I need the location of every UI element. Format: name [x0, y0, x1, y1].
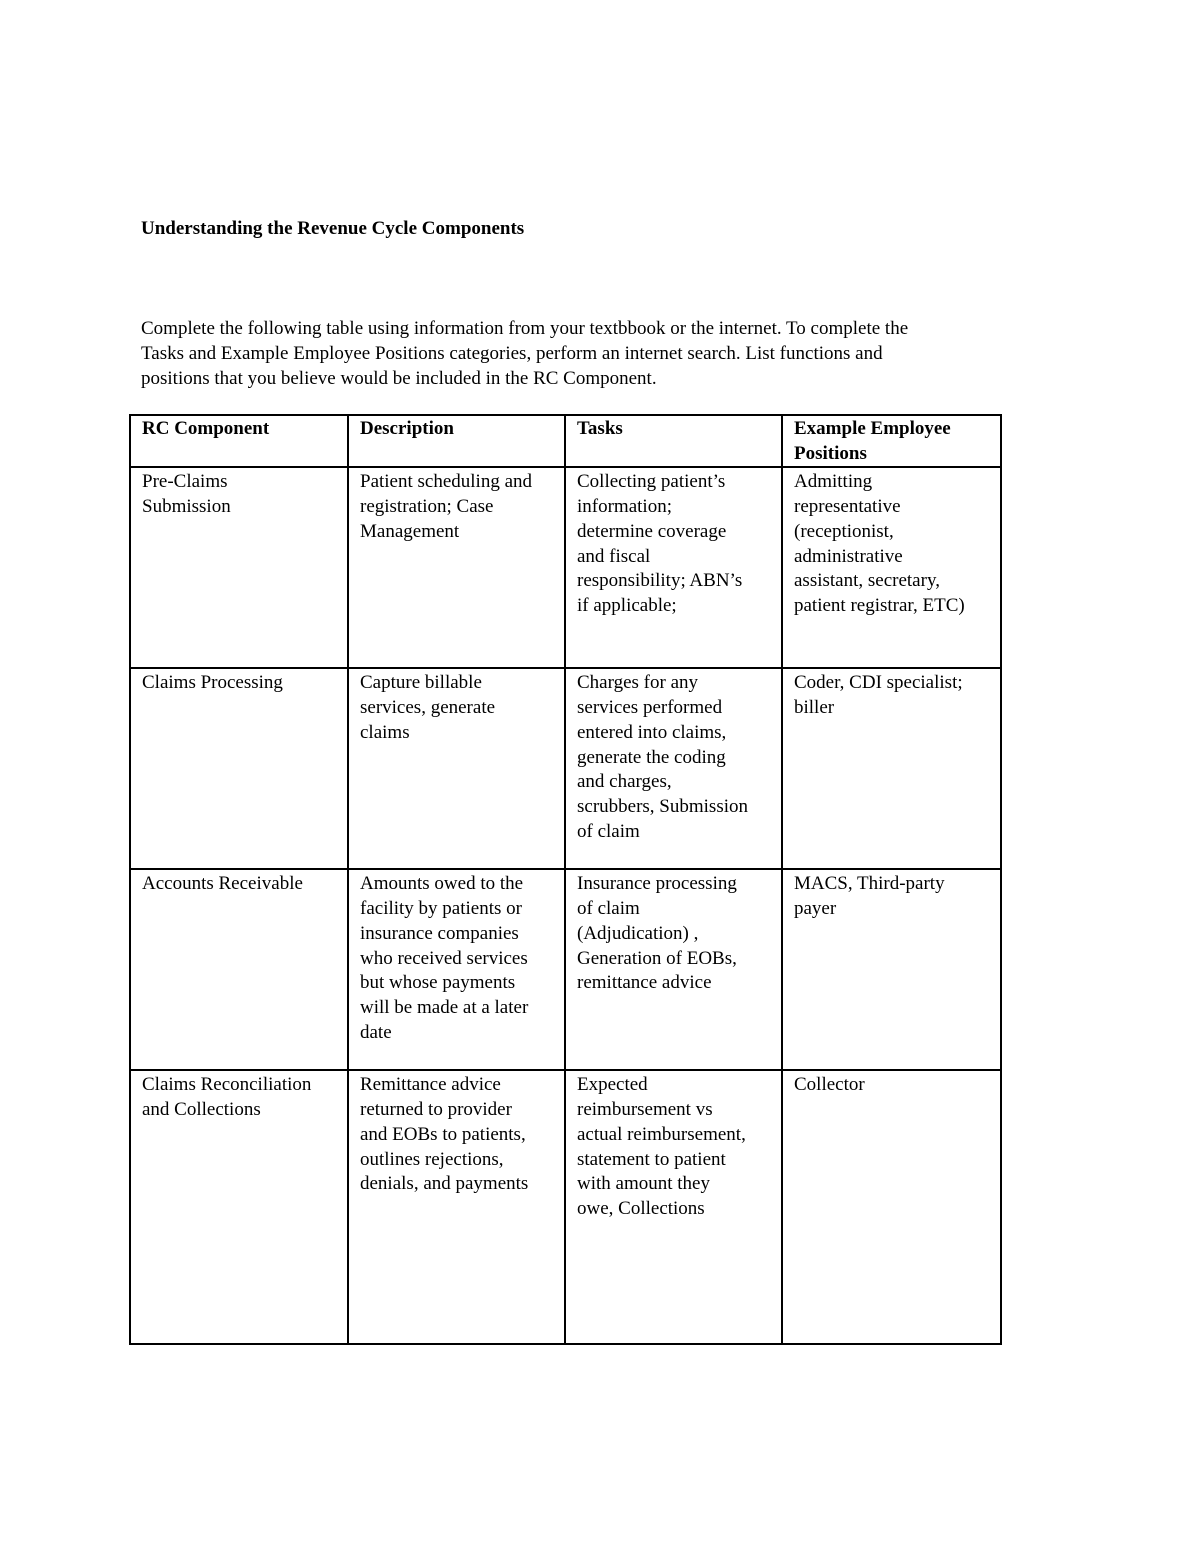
- table-header-row: [130, 415, 1001, 467]
- cell-line: biller: [794, 697, 835, 719]
- cell-line: services, generate: [360, 697, 496, 719]
- cell-line: returned to provider: [360, 1099, 512, 1121]
- cell-line: Example Employee: [794, 418, 951, 439]
- cell-line: entered into claims,: [577, 721, 727, 743]
- cell-line: Description: [360, 418, 454, 439]
- cell-line: Collecting patient’s: [577, 471, 726, 493]
- cell-line: registration; Case: [360, 496, 494, 518]
- cell-line: (receptionist,: [794, 520, 894, 542]
- cell-line: Tasks: [577, 418, 623, 439]
- cell-line: administrative: [794, 545, 903, 567]
- cell-line: Pre-Claims: [142, 471, 228, 493]
- cell-line: date: [360, 1021, 392, 1043]
- cell-line: and charges,: [577, 771, 672, 793]
- cell-line: claims: [360, 721, 410, 743]
- cell-positions: [782, 869, 1001, 1070]
- cell-line: who received services: [360, 947, 528, 969]
- cell-line: representative: [794, 496, 901, 518]
- header-description: [348, 415, 565, 467]
- cell-line: Management: [360, 520, 460, 542]
- cell-line: Insurance processing: [577, 873, 737, 895]
- cell-line: Positions: [794, 442, 867, 464]
- instructions-line: positions that you believe would be included in the RC Component.: [141, 368, 657, 389]
- cell-line: responsibility; ABN’s: [577, 570, 743, 592]
- table-row: [130, 467, 1001, 668]
- table-row: [130, 869, 1001, 1070]
- instructions-paragraph: [141, 316, 1041, 391]
- cell-line: Patient scheduling and: [360, 471, 533, 493]
- cell-line: information;: [577, 496, 672, 518]
- cell-line: Charges for any: [577, 672, 699, 694]
- revenue-cycle-table: [129, 414, 1002, 1345]
- cell-line: Remittance advice: [360, 1074, 501, 1096]
- cell-line: of claim: [577, 820, 640, 842]
- cell-rc-component: [130, 467, 348, 668]
- cell-tasks: [565, 668, 782, 869]
- page-title: Understanding the Revenue Cycle Components: [141, 218, 525, 239]
- cell-line: denials, and payments: [360, 1173, 529, 1195]
- cell-line: and Collections: [142, 1099, 261, 1121]
- cell-line: determine coverage: [577, 520, 727, 542]
- cell-line: reimbursement vs: [577, 1099, 713, 1121]
- header-tasks: [565, 415, 782, 467]
- cell-tasks: [565, 467, 782, 668]
- cell-line: and fiscal: [577, 545, 651, 567]
- cell-line: actual reimbursement,: [577, 1123, 746, 1145]
- cell-line: and EOBs to patients,: [360, 1123, 526, 1145]
- cell-line: Capture billable: [360, 672, 482, 694]
- cell-line: (Adjudication) ,: [577, 922, 699, 944]
- cell-line: with amount they: [577, 1173, 710, 1195]
- cell-line: facility by patients or: [360, 898, 522, 920]
- cell-rc-component: [130, 1070, 348, 1344]
- cell-line: Generation of EOBs,: [577, 947, 737, 969]
- cell-line: outlines rejections,: [360, 1148, 504, 1170]
- cell-line: of claim: [577, 898, 640, 920]
- cell-line: Collector: [794, 1074, 865, 1096]
- cell-line: Accounts Receivable: [142, 873, 303, 895]
- cell-line: patient registrar, ETC): [794, 594, 965, 616]
- cell-line: assistant, secretary,: [794, 570, 940, 592]
- cell-positions: [782, 1070, 1001, 1344]
- cell-line: scrubbers, Submission: [577, 795, 748, 817]
- cell-tasks: [565, 869, 782, 1070]
- cell-line: Amounts owed to the: [360, 873, 524, 895]
- cell-description: [348, 668, 565, 869]
- cell-description: [348, 1070, 565, 1344]
- cell-line: remittance advice: [577, 972, 712, 994]
- cell-line: MACS, Third-party: [794, 873, 945, 895]
- cell-line: Claims Reconciliation: [142, 1074, 312, 1096]
- cell-description: [348, 467, 565, 668]
- instructions-line: Tasks and Example Employee Positions categories, perform an internet search. List functions and: [141, 343, 883, 364]
- cell-line: Coder, CDI specialist;: [794, 672, 963, 694]
- cell-line: if applicable;: [577, 594, 677, 616]
- cell-line: Claims Processing: [142, 672, 283, 694]
- cell-positions: [782, 467, 1001, 668]
- header-rc-component: [130, 415, 348, 467]
- cell-rc-component: [130, 668, 348, 869]
- table-row: [130, 1070, 1001, 1344]
- cell-line: statement to patient: [577, 1148, 726, 1170]
- cell-tasks: [565, 1070, 782, 1344]
- instructions-line: Complete the following table using information from your textbbook or the internet. To complete the: [141, 318, 909, 339]
- cell-line: RC Component: [142, 418, 270, 439]
- cell-rc-component: [130, 869, 348, 1070]
- cell-line: Expected: [577, 1074, 648, 1096]
- cell-line: generate the coding: [577, 746, 726, 768]
- cell-line: insurance companies: [360, 922, 519, 944]
- cell-line: payer: [794, 898, 837, 920]
- cell-line: Admitting: [794, 471, 873, 493]
- cell-positions: [782, 668, 1001, 869]
- cell-line: but whose payments: [360, 972, 516, 994]
- cell-line: services performed: [577, 697, 723, 719]
- cell-line: will be made at a later: [360, 996, 529, 1018]
- cell-line: Submission: [142, 496, 231, 518]
- cell-line: owe, Collections: [577, 1197, 705, 1219]
- header-example-employee-positions: [782, 415, 1001, 467]
- cell-description: [348, 869, 565, 1070]
- table-row: [130, 668, 1001, 869]
